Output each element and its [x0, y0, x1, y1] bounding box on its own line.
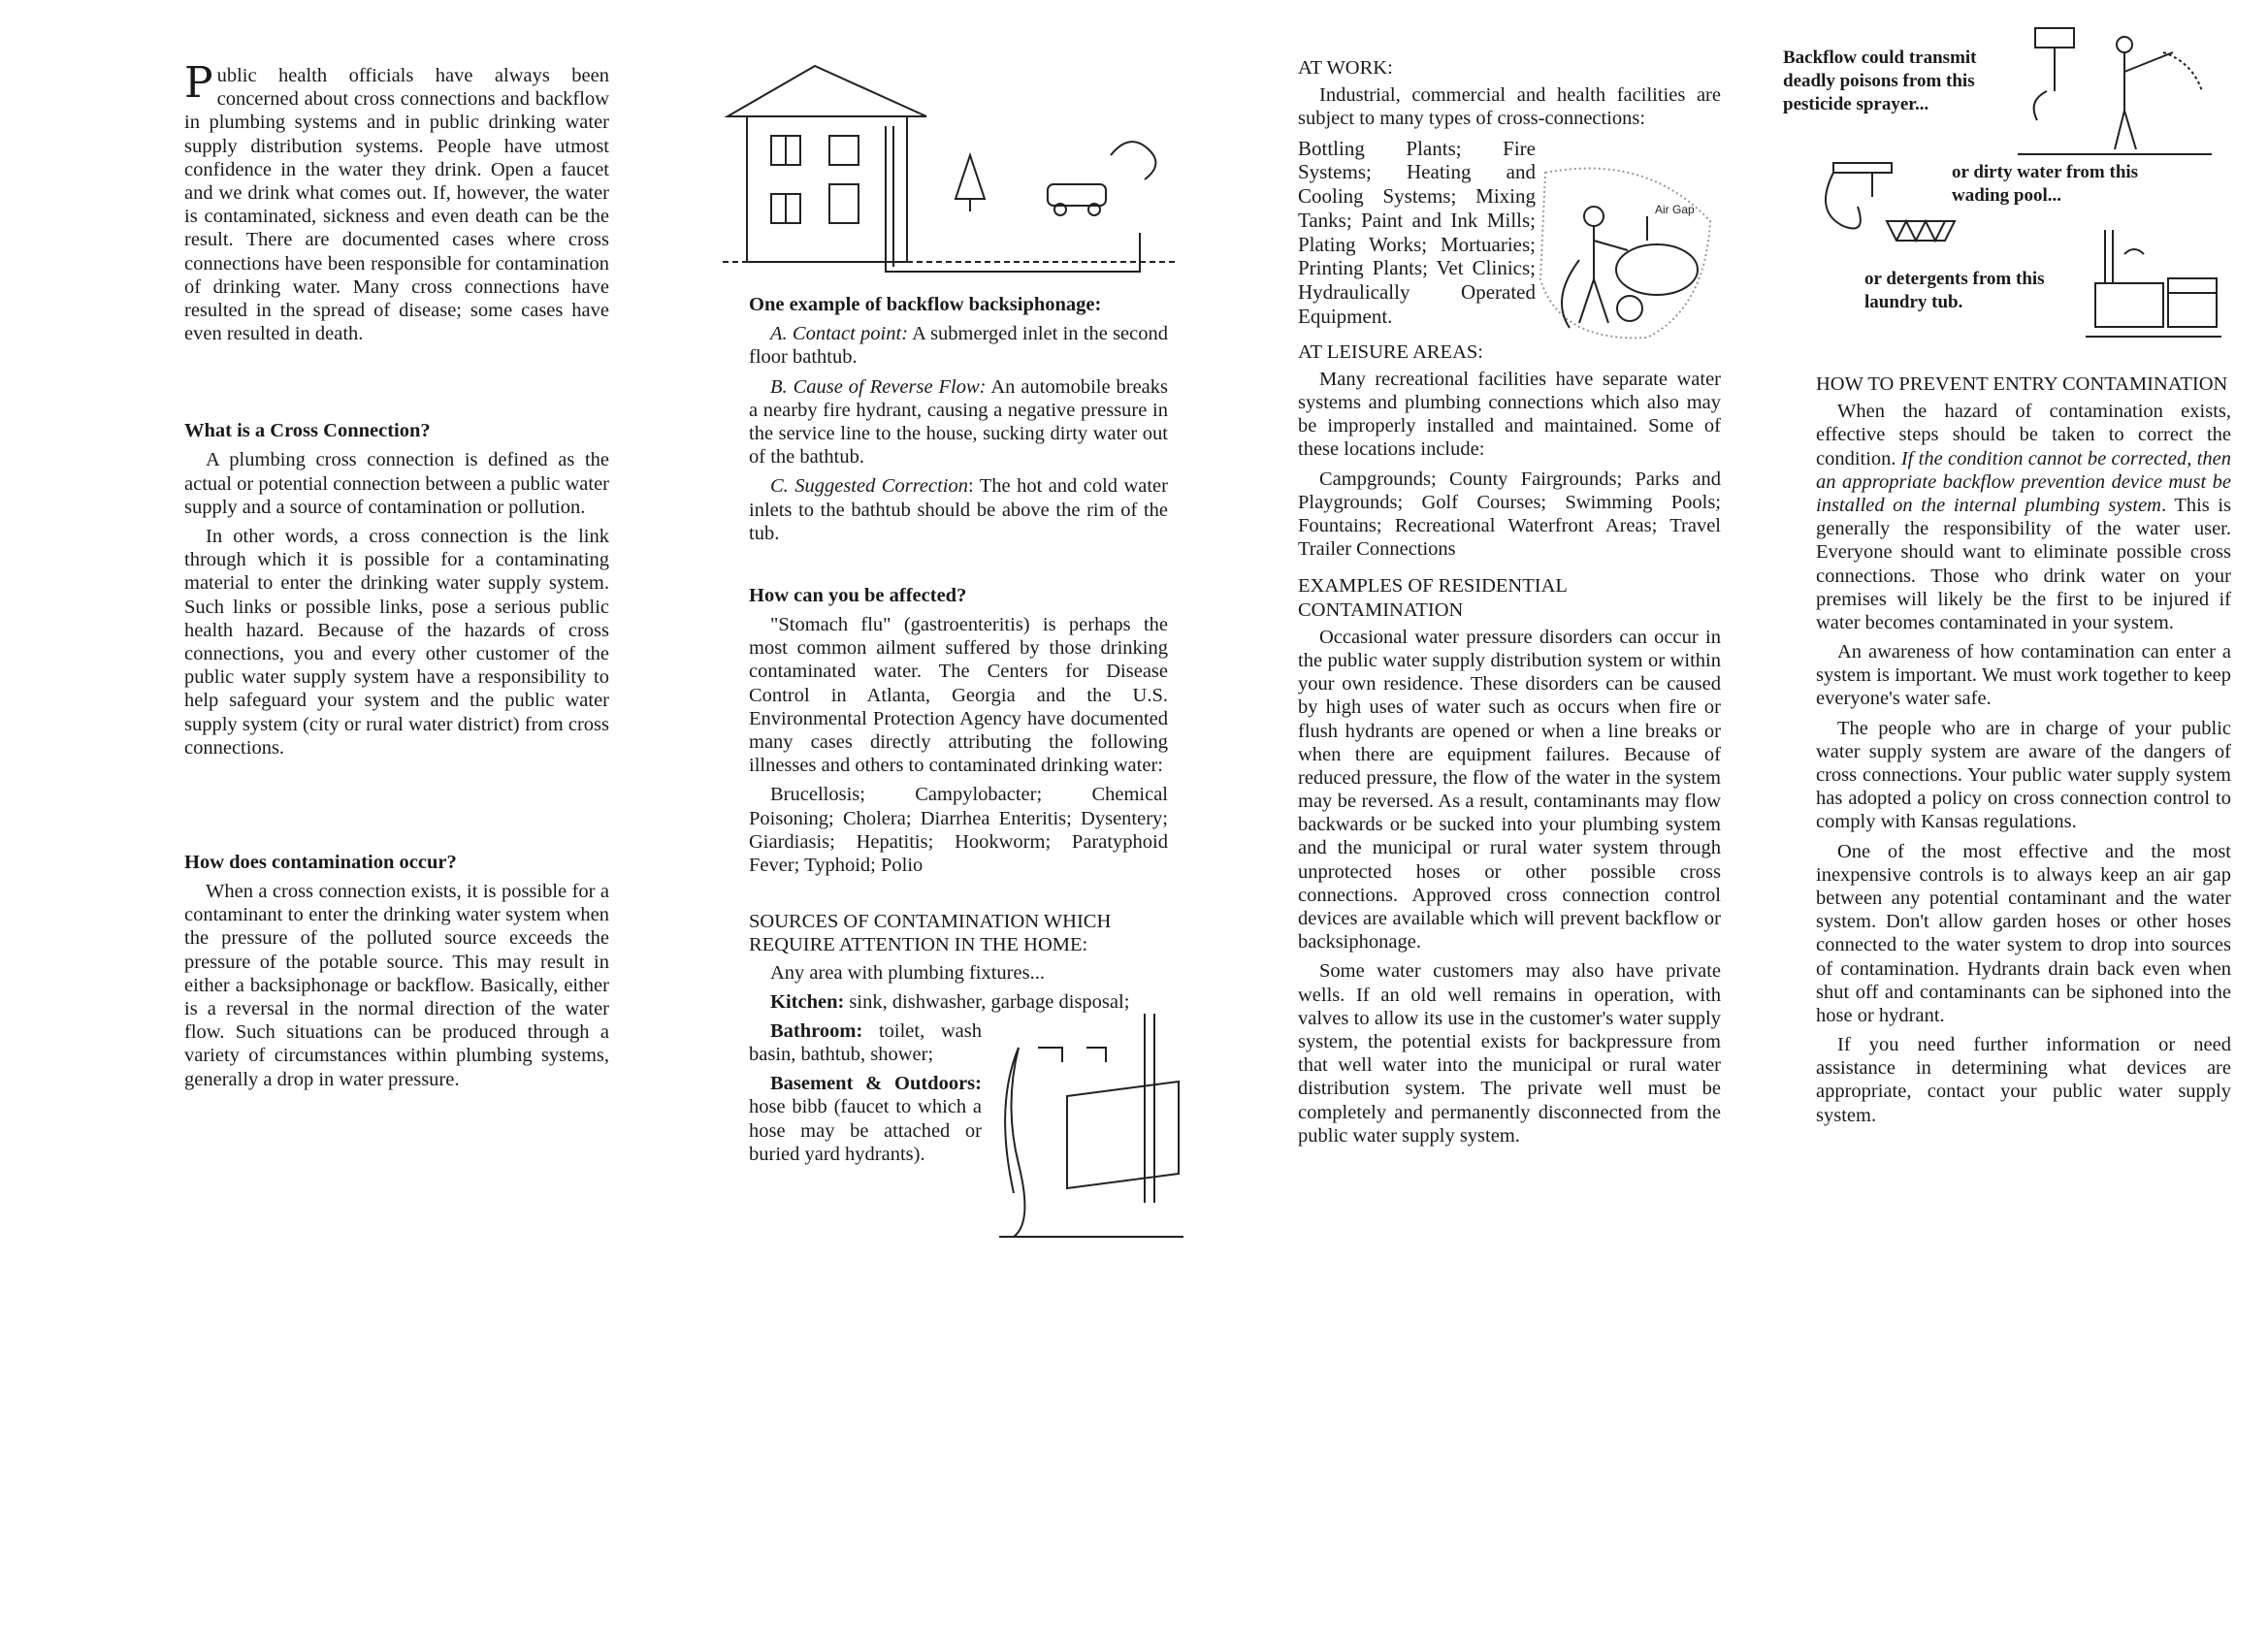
leisure-paragraph-1: Many recreational facilities have separate water systems and plumbing connections which also may be improperly installed and maintained. Some of these locations include:	[1298, 368, 1721, 461]
caption-wading-pool: or dirty water from this wading pool...	[1952, 162, 2139, 206]
column-4	[1816, 372, 2231, 1133]
prevent-paragraph-1: When the hazard of contamination exists, effective steps should be taken to correct the condition. If the condition cannot be corrected, then an appropriate backflow prevention device must be installed on the internal plumbing system. This is generally the responsibility of the water user. Everyone should want to eliminate possible cross connections. Those who drink water on your premises will likely be the first to be injured if water becomes contaminated in your system.	[1816, 401, 2232, 633]
work-list: Bottling Plants; Fire Systems; Heating and Cooling Systems; Mixing Tanks; Paint and Ink Mills; Plating Works; Mortuaries; Printing Plants; Vet Clinics; Hydraulically Operated Equipment.	[1298, 136, 1536, 328]
how-heading: How does contamination occur?	[184, 851, 457, 873]
how-paragraph: When a cross connection exists, it is possible for a contaminant to enter the drinking water system when the pressure of the polluted source exceeds the pressure of the potable source. This may result in either a backsiphonage or backflow. Basically, either is a reversal in the normal direction of the water flow. Such situations can be produced through a variety of circumstances within plumbing systems, generally a drop in water pressure.	[184, 881, 609, 1090]
example-a: A. Contact point: A submerged inlet in the second floor bathtub.	[749, 323, 1168, 369]
intro-paragraph: Public health officials have always been concerned about cross connections and backflow in plumbing systems and in public drinking water supply distribution systems. People have utmost confidence in the water they drink. Open a faucet and we drink what comes out. If, however, the water is contaminated, sickness and even death can be the result. There are documented cases where cross connections have been responsible for contamination of drinking water. Many cross connections have resulted in the spread of disease; some cases have even resulted in death.	[184, 58, 609, 345]
caption-laundry-tub: or detergents from this laundry tub.	[1864, 269, 2045, 312]
basement-item: Basement & Outdoors: hose bibb (faucet to which a hose may be attached or buried yard hydrants).	[749, 1073, 982, 1165]
air-gap-label: Air Gap	[1655, 203, 1695, 216]
affected-heading: How can you be affected?	[749, 584, 967, 606]
bathroom-item: Bathroom: toilet, wash basin, bathtub, shower;	[749, 1019, 982, 1066]
prevent-paragraph-4: One of the most effective and the most inexpensive controls is to always keep an air gap between any potential contaminant and the water system. Don't allow garden hoses or other hoses connected to the water system to drop into sources of contamination. Hydrants drain back even when shut off and contaminants can be siphoned into the hose or hydrant.	[1816, 840, 2231, 1026]
pesticide-sprayer-illustration	[2018, 23, 2212, 159]
work-paragraph: Industrial, commercial and health facilities are subject to many types of cross-connections:	[1298, 84, 1721, 130]
prevent-paragraph-5: If you need further information or need assistance in determining what devices are appropriate, contact your public water supply system.	[1816, 1034, 2231, 1126]
residential-paragraph-1: Occasional water pressure disorders can occur in the public water supply distribution system or within your own residence. These disorders can be caused by high uses of water such as occurs when fire or flush hydrants are opened or when a line breaks or when there are equipment failures. Because of reduced pressure, the flow of the water in the system may be reversed. As a result, contaminants may flow backwards or be sucked into your plumbing system and the municipal or rural water system through unprotected hoses or other possible cross connections. Approved cross connection control devices are available which will prevent backflow or backsiphonage.	[1298, 626, 1721, 954]
affected-paragraph-1: "Stomach flu" (gastroenteritis) is perhaps the most common ailment suffered by those drinking contaminated water. The Centers for Disease Control in Atlanta, Georgia and the U.S. Environmental Protection Agency have documented many cases directly attributing the following illnesses and others to contaminated drinking water:	[749, 614, 1168, 777]
affected-paragraph-2: Brucellosis; Campylobacter; Chemical Poisoning; Cholera; Diarrhea Enteritis; Dysentery; Giardiasis; Hepatitis; Hookworm; Paratyphoid Fever; Typhoid; Polio	[749, 784, 1168, 876]
example-c: C. Suggested Correction: The hot and cold water inlets to the bathtub should be above the rim of the tub.	[749, 475, 1168, 544]
prevent-paragraph-3: The people who are in charge of your public water supply system are aware of the dangers of cross connections. Your public water supply system has adopted a policy on cross connection control to comply with Kansas regulations.	[1816, 717, 2231, 833]
air-gap-worker-illustration	[1531, 163, 1715, 342]
column-1	[184, 58, 609, 1097]
work-heading: AT WORK:	[1298, 57, 1393, 79]
sources-paragraph: Any area with plumbing fixtures...	[770, 961, 1045, 984]
sink-hose-illustration	[999, 1009, 1183, 1242]
prevent-heading: HOW TO PREVENT ENTRY CONTAMINATION	[1816, 373, 2228, 395]
kitchen-item: Kitchen: sink, dishwasher, garbage disposal;	[770, 990, 1130, 1013]
wading-pool-illustration	[1814, 144, 1960, 245]
prevent-paragraph-2: An awareness of how contamination can enter a system is important. We must work together to keep everyone's water safe.	[1816, 641, 2231, 710]
residential-paragraph-2: Some water customers may also have private wells. If an old well remains in operation, with valves to allow its use in the customer's water supply system, the potential exists for backpressure from that well water into the municipal or rural water distribution system. The private well must be completely and permanently disconnected from the public water supply system.	[1298, 960, 1721, 1147]
drop-cap: P	[184, 58, 213, 108]
house-backsiphonage-illustration	[723, 58, 1179, 276]
residential-heading: EXAMPLES OF RESIDENTIAL CONTAMINATION	[1298, 575, 1568, 621]
leisure-heading: AT LEISURE AREAS:	[1298, 340, 1483, 363]
example-heading: One example of backflow backsiphonage:	[749, 294, 1102, 315]
laundry-tub-illustration	[2086, 225, 2221, 341]
example-b: B. Cause of Reverse Flow: An automobile breaks a nearby fire hydrant, causing a negative pressure in the service line to the house, sucking dirty water out of the bathtub.	[749, 375, 1169, 469]
what-heading: What is a Cross Connection?	[184, 420, 431, 442]
caption-pesticide: Backflow could transmit deadly poisons from this pesticide sprayer...	[1783, 48, 1977, 114]
what-paragraph-1: A plumbing cross connection is defined as the actual or potential connection between a public water supply and a source of contamination or pollution.	[184, 449, 609, 518]
sources-heading: SOURCES OF CONTAMINATION WHICH REQUIRE ATTENTION IN THE HOME:	[749, 911, 1112, 956]
leisure-paragraph-2: Campgrounds; County Fairgrounds; Parks and Playgrounds; Golf Courses; Swimming Pools; Fountains; Recreational Waterfront Areas; Travel Trailer Connections	[1298, 468, 1721, 561]
what-paragraph-2: In other words, a cross connection is the link through which it is possible for a contaminating material to enter the drinking water supply system. Such links or possible links, pose a serious public health hazard. Because of the hazards of cross connections, you and every other customer of the public water supply system have a responsibility to help safeguard your system and the public water supply system (city or rural water district) from cross connections.	[184, 526, 609, 759]
